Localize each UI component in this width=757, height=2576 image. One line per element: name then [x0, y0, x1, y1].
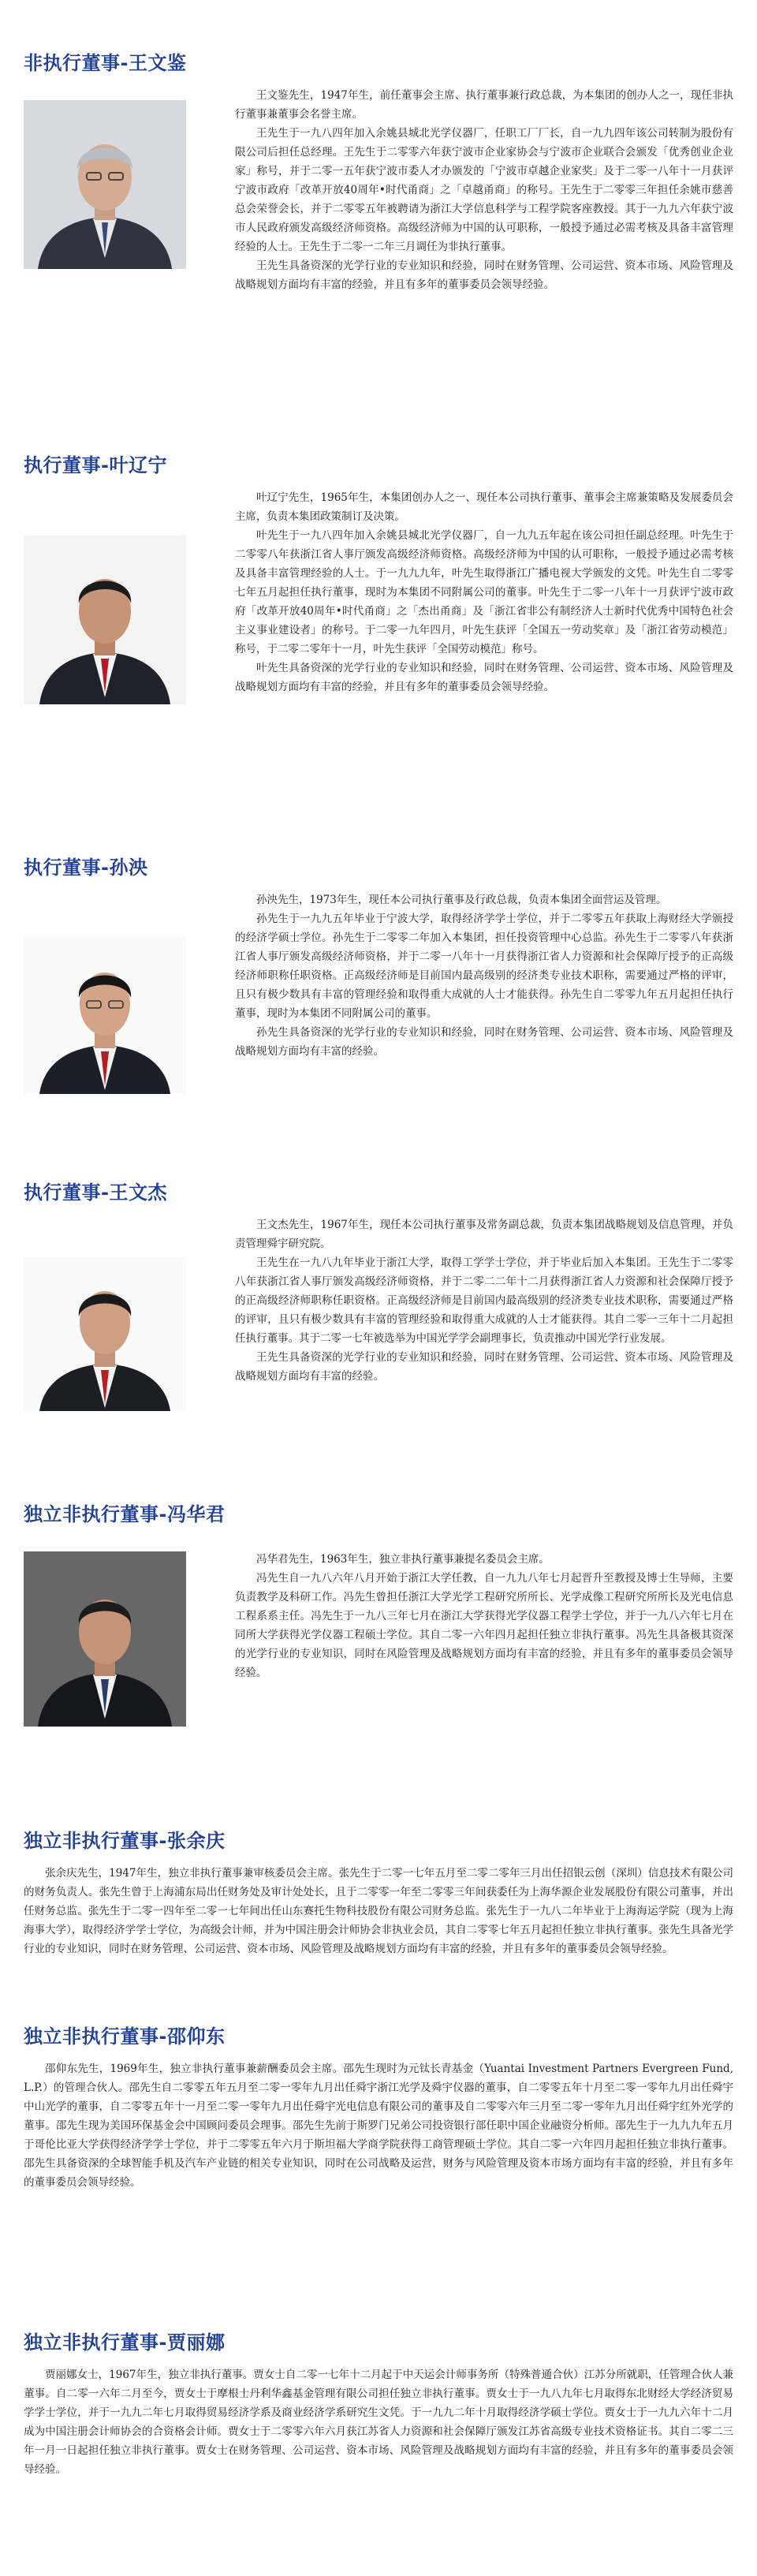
director-section-feng-huajun [24, 1499, 733, 1727]
director-title: 独立非执行董事-贾丽娜 [24, 2331, 226, 2354]
portrait-photo-icon [24, 100, 186, 269]
bio-paragraph: 叶辽宁先生，1965年生，本集团创办人之一、现任本公司执行董事、董事会主席兼策略及发展委员会主席，负责本集团政策制订及决策。 [235, 491, 733, 523]
director-bio [186, 1215, 733, 1411]
director-bio [24, 1864, 733, 1958]
director-title: 执行董事-王文杰 [24, 1182, 167, 1204]
bio-paragraph: 王先生在一九八九年毕业于浙江大学，取得工学学士学位，并于毕业后加入本集团。王先生于二零零八年获浙江省人事厅颁发高级经济师资格，并于二零二二年十二月获得浙江省人力资源和社会保障厅授予的正高级经济师职称任职资格。正高级经济师是目前国内最高级别的经济类专业技术职称，需要通过严格的评审，且只有极少数具有丰富的管理经验和取得重大成就的人士才能获得。其自二零一三年十二月起担任执行董事。其于二零一七年被选举为中国光学学会副理事长，负责推动中国光学行业发展。 [235, 1256, 733, 1345]
director-title: 独立非执行董事-冯华君 [24, 1503, 226, 1525]
bio-paragraph: 王先生具备资深的光学行业的专业知识和经验，同时在财务管理、公司运营、资本市场、风险管理及战略规划方面均有丰富的经验。 [235, 1351, 733, 1383]
director-section-ye-liaoning [24, 450, 733, 704]
bio-paragraph: 王先生具备资深的光学行业的专业知识和经验，同时在财务管理、公司运营、资本市场、风险管理及战略规划方面均有丰富的经验，并且有多年的董事委员会领导经验。 [235, 259, 733, 291]
bio-paragraph: 王文鉴先生，1947年生，前任董事会主席、执行董事兼行政总裁，为本集团的创办人之一，现任非执行董事兼董事会名誉主席。 [235, 89, 733, 121]
director-section-shao-yangdong [24, 2021, 733, 2192]
director-title: 执行董事-叶辽宁 [24, 454, 167, 476]
bio-paragraph: 叶先生于一九八四年加入余姚县城北光学仪器厂，自一九九五年起在该公司担任副总经理。叶先生于二零零八年获浙江省人事厅颁发高级经济师资格。高级经济师为中国的认可职称，一般授予通过必需考核及具备丰富管理经验的人士。于一九九九年，叶先生取得浙江广播电视大学颁发的文凭。叶先生自二零零七年五月起担任执行董事，现时为本集团不同附属公司的董事。叶先生于二零一八年十一月获评宁波市政府「改革开放40周年•时代甬商」之「杰出甬商」及「浙江省非公有制经济人士新时代优秀中国特色社会主义事业建设者」的称号。于二零一九年四月，叶先生获评「全国五一劳动奖章」及「浙江省劳动模范」称号，于二零二零年十一月，叶先生获评「全国劳动模范」称号。 [235, 529, 733, 655]
bio-paragraph: 王文杰先生，1967年生，现任本公司执行董事及常务副总裁，负责本集团战略规划及信息管理，并负责管理舜宇研究院。 [235, 1219, 733, 1250]
portrait-photo-icon [24, 536, 186, 704]
director-bio [24, 2059, 733, 2192]
bio-paragraph: 孙先生于一九九五年毕业于宁波大学，取得经济学学士学位，并于二零零五年获取上海财经大学颁授的经济学硕士学位。孙先生于二零零二年加入本集团，担任投资管理中心总监。孙先生于二零零八年获浙江省人事厅颁发高级经济师资格，并于二零一八年十一月获得浙江省人力资源和社会保障厅授予的正高级经济师职称任职资格。正高级经济师是目前国内最高级别的经济类专业技术职称，需要通过严格的评审，且只有极少数具有丰富的管理经验和取得重大成就的人士才能获得。孙先生自二零零九年五月起担任执行董事，现时为本集团不同附属公司的董事。 [235, 913, 733, 1020]
director-bio [186, 1537, 733, 1727]
director-section-sun-yang [24, 852, 733, 1094]
director-title: 执行董事-孙泱 [24, 857, 148, 879]
director-title: 非执行董事-王文鉴 [24, 52, 187, 74]
bio-paragraph: 叶先生具备资深的光学行业的专业知识和经验，同时在财务管理、公司运营、资本市场、风险管理及战略规划方面均有丰富的经验，并且有多年的董事委员会领导经验。 [235, 662, 733, 693]
bio-paragraph: 孙泱先生，1973年生，现任本公司执行董事及行政总裁，负责本集团全面营运及管理。 [256, 894, 667, 906]
bio-paragraph: 邵仰东先生，1969年生，独立非执行董事兼薪酬委员会主席。邵先生现时为元钛长青基金（Yuantai Investment Partners Evergreen Fund, L.P.）的管理合伙人。邵先生自二零零五年五月至二零一零年九月出任舜宇浙江光学及舜宇仪器的董事，自二零零五年十月至二零一零年九月出任舜宇中山光学的董事，自二零零五年十一月至二零一零年九月出任舜宇光电信息有限公司的董事及自二零零六年三月至二零一零年九月出任舜宇红外光学的董事。邵先生现为美国环保基金会中国顾问委员会理事。邵先生先前于斯罗门兄弟公司投资银行部任职中国企业融资分析师。邵先生于一九九九年五月于哥伦比亚大学获得经济学学士学位，并于二零零五年六月于斯坦福大学商学院获得工商管理硕士学位。其自二零一六年四月起担任独立非执行董事。邵先生具备资深的全球智能手机及汽车产业链的相关专业知识，同时在公司战略及运营，财务与风险管理及资本市场方面均有丰富的经验，并且有多年的董事委员会领导经验。 [24, 2063, 733, 2189]
director-section-zhang-yuqing [24, 1825, 733, 1958]
bio-paragraph: 贾丽娜女士，1967年生，独立非执行董事。贾女士自二零一七年十二月起于中天运会计师事务所（特殊普通合伙）江苏分所就职，任管理合伙人兼董事。自二零一六年二月至今，贾女士于摩根士丹利华鑫基金管理有限公司担任独立非执行董事。贾女士于一九八九年七月取得东北财经大学经济贸易学学士学位，并于一九九二年七月取得贸易经济学系及商业经济学系研究生文凭。于一九九二年十月取得经济学硕士学位。贾女士于一九九六年十二月成为中国注册会计师协会的合资格会计师。贾女士于二零零六年六月获江苏省人力资源和社会保障厅颁发江苏省高级专业技术资格证书。其自二零二三年一月一日起担任独立非执行董事。贾女士在财务管理、公司运营、资本市场、风险管理及战略规划方面均有丰富的经验，并且有多年的董事委员会领导经验。 [24, 2369, 733, 2476]
director-bio [186, 890, 733, 1094]
director-section-wang-wenjian [24, 47, 733, 294]
bio-paragraph: 王先生于一九八四年加入余姚县城北光学仪器厂，任职工厂厂长，自一九九四年该公司转制为股份有限公司后担任总经理。王先生于二零零六年获宁波市企业家协会与宁波市企业联合会颁发「优秀创业企业家」称号，并于二零一五年获宁波市委人才办颁发的「宁波市卓越企业家奖」及于二零一八年十一月获评宁波市政府「改革开放40周年•时代甬商」之「卓越甬商」的称号。王先生于二零零三年担任余姚市慈善总会荣誉会长，并于二零零五年被聘请为浙江大学信息科学与工程学院客座教授。其于一九九六年获宁波市人民政府颁发高级经济师资格。高级经济师为中国的认可职称，一般授予通过必需考核及具备丰富管理经验的人士。王先生于二零一二年三月调任为非执行董事。 [235, 127, 733, 253]
portrait-photo-icon [24, 936, 186, 1094]
director-bio [186, 488, 733, 704]
director-title: 独立非执行董事-张余庆 [24, 1830, 226, 1852]
portrait-photo-icon [24, 1551, 186, 1727]
bio-paragraph: 孙先生具备资深的光学行业的专业知识和经验，同时在财务管理、公司运营、资本市场、风险管理及战略规划方面均有丰富的经验。 [235, 1026, 733, 1058]
bio-paragraph: 冯先生自一九八六年八月开始于浙江大学任教，自一九九八年七月起晋升至教授及博士生导师，主要负责教学及科研工作。冯先生曾担任浙江大学光学工程研究所所长、光学成像工程研究所所长及光电信息工程系系主任。冯先生于一九八三年七月在浙江大学获得光学仪器工程学士学位，并于一九八六年七月在同所大学获得光学仪器工程硕士学位。其自二零一六年四月起担任独立非执行董事。冯先生具备极其资深的光学行业的专业知识，同时在风险管理及战略规划方面均有丰富的经验，并且有多年的董事委员会领导经验。 [235, 1572, 733, 1679]
portrait-photo-icon [24, 1256, 186, 1411]
director-section-wang-wenjie [24, 1177, 733, 1411]
director-title: 独立非执行董事-邵仰东 [24, 2025, 226, 2048]
director-bio [24, 2365, 733, 2479]
bio-paragraph: 冯华君先生，1963年生，独立非执行董事兼提名委员会主席。 [256, 1553, 550, 1566]
director-section-jia-lina [24, 2327, 733, 2479]
bio-paragraph: 张余庆先生，1947年生，独立非执行董事兼审核委员会主席。张先生于二零一七年五月至二零二零年三月出任招银云创（深圳）信息技术有限公司的财务负责人。张先生曾于上海浦东局出任财务处及审计处处长，且于二零零一年至二零零三年间获委任为上海华源企业发展股份有限公司董事，并出任财务总监。张先生于二零一四年至二零一七年间出任山东赛托生物科技股份有限公司财务总监。张先生于一九八二年毕业于上海海运学院（现为上海海事大学），取得经济学学士学位，为高级会计师，并为中国注册会计师协会非执业会员，其自二零零七年五月起担任独立非执行董事。张先生具备光学行业的专业知识，同时在财务管理、公司运营、资本市场、风险管理及战略规划方面均有丰富的经验，并且有多年的董事委员会领导经验。 [24, 1867, 733, 1955]
director-bio [186, 86, 733, 294]
